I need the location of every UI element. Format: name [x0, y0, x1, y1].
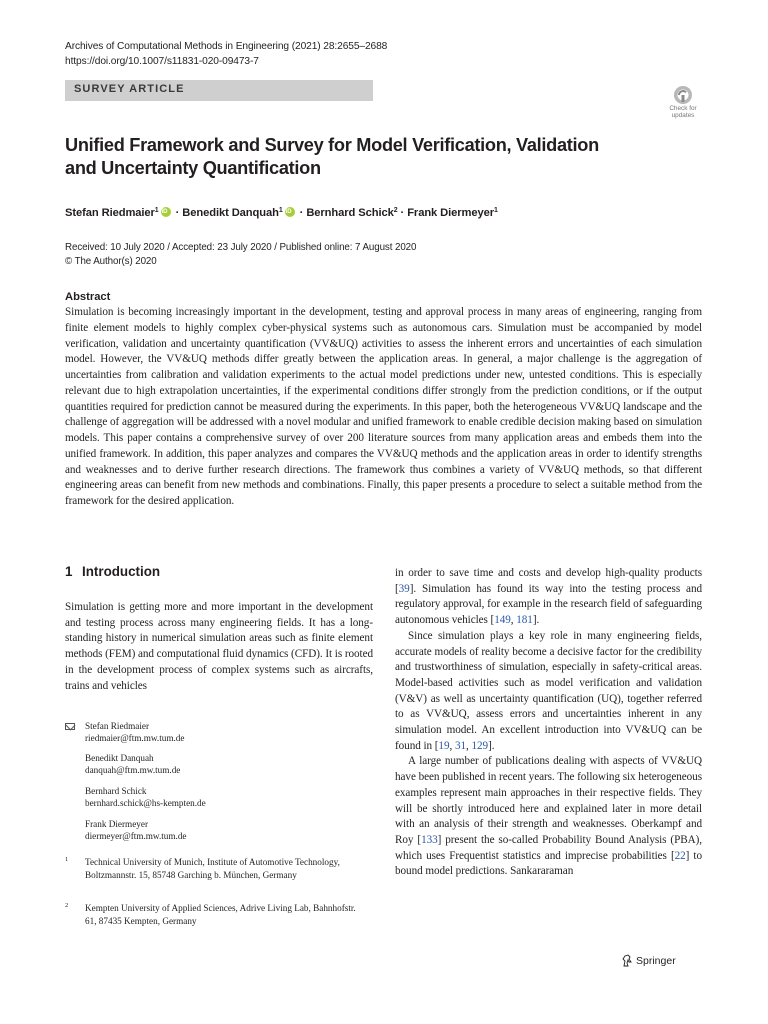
- contact-entry: [85, 720, 184, 745]
- contact-entry: [85, 752, 180, 777]
- author-affiliation-mark: 2: [393, 207, 398, 214]
- author-name[interactable]: Stefan Riedmaier: [65, 207, 155, 219]
- citation-link[interactable]: 22: [674, 849, 686, 862]
- contact-entry: [85, 818, 187, 843]
- contact-entry: [85, 785, 206, 810]
- right-column: [395, 566, 702, 880]
- section-number: 1: [65, 564, 73, 579]
- affiliation-text: Kempten University of Applied Sciences, Adrive Living Lab, Bahnhofstr. 61, 87435 Kempten, Germany: [85, 903, 356, 926]
- citation-link[interactable]: 19: [438, 739, 450, 752]
- citation-link[interactable]: 149: [494, 614, 511, 627]
- section-title: Introduction: [82, 564, 161, 579]
- abstract-text: Simulation is becoming increasingly important in the development, testing and approval process in many areas of engineering, ranging from finite element models to highly complex cyber-physical systems such as autonomous cars. Simulation must be accompanied by model verification, validation and uncertainty quantification (VV&UQ) activities to assess the inherent errors and uncertainties of each simulation model. However, the VV&UQ methods differ greatly between the application areas. In general, a major challenge is the aggregation of uncertainties from calibration and validation experiments to the actual model predictions under new, untested conditions. This is especially relevant due to high extrapolation uncertainties, if the experimental conditions differ strongly from the prediction conditions, or if the output quantities required for prediction cannot be measured during the experiments. In this paper, both the heterogeneous VV&UQ landscape and the challenge of aggregation will be addressed with a novel modular and unified framework to enable credible decision making based on simulation models. This paper contains a comprehensive survey of over 200 literature sources from many application areas and embeds them into the unified framework. In addition, this paper analyzes and compares the VV&UQ methods and the application areas in order to identify strengths and weaknesses and to derive further research directions. The framework thus combines a variety of VV&UQ methods, so that different engineering areas can benefit from new methods and combinations. Finally, this paper presents a procedure to select a suitable method from the framework for the desired application.: [65, 306, 702, 507]
- citation-link[interactable]: 31: [454, 739, 467, 752]
- article-type-label: SURVEY ARTICLE: [74, 83, 185, 95]
- journal-header: [65, 40, 387, 69]
- date-history: Received: 10 July 2020 / Accepted: 23 July 2020 / Published online: 7 August 2020: [65, 242, 417, 253]
- contact-name: Bernhard Schick: [85, 786, 147, 796]
- author-affiliation-mark: 1: [154, 207, 159, 214]
- affiliation-entry: [65, 856, 365, 881]
- affiliation-text: Technical University of Munich, Institute of Automotive Technology, Boltzmannstr. 15, 85748 Garching b. München, Germany: [85, 857, 340, 880]
- contact-email[interactable]: diermeyer@ftm.mw.tum.de: [85, 831, 187, 842]
- abstract-heading: Abstract: [65, 291, 111, 303]
- title-line-1: Unified Framework and Survey for Model Verification, Validation: [65, 135, 599, 155]
- affiliation-entry: [65, 902, 365, 927]
- publisher-footer: [622, 954, 676, 967]
- check-updates-line2: updates: [671, 112, 695, 119]
- article-type-bar: [65, 80, 373, 101]
- check-updates-line1: Check for: [669, 105, 697, 112]
- publication-dates: [65, 241, 416, 268]
- contact-email[interactable]: danquah@ftm.mw.tum.de: [85, 765, 181, 776]
- author-name[interactable]: Bernhard Schick: [306, 207, 394, 219]
- author-affiliation-mark: 1: [278, 207, 283, 214]
- check-updates-icon: [662, 85, 704, 107]
- envelope-icon: [65, 723, 75, 730]
- publisher-name: Springer: [636, 954, 676, 967]
- check-for-updates-badge[interactable]: [662, 85, 704, 123]
- contact-email[interactable]: riedmaier@ftm.mw.tum.de: [85, 733, 185, 744]
- contact-name: Benedikt Danquah: [85, 753, 154, 763]
- author-name[interactable]: Benedikt Danquah: [182, 207, 279, 219]
- citation-link[interactable]: 133: [421, 833, 438, 846]
- intro-paragraph-continued: in order to save time and costs and develop high-quality products [39]. Simulation has found its way into the testing process and regulatory approval, for example in the research field of safeguarding autonomous vehicles [149, 181].: [395, 567, 702, 627]
- journal-citation: Archives of Computational Methods in Engineering (2021) 28:2655–2688: [65, 41, 388, 52]
- contact-email[interactable]: bernhard.schick@hs-kempten.de: [85, 798, 206, 809]
- contact-name: Stefan Riedmaier: [85, 721, 150, 731]
- citation-link[interactable]: 39: [398, 582, 410, 595]
- paper-title: [65, 134, 685, 180]
- author-affiliation-mark: 1: [494, 207, 498, 214]
- left-column: [65, 600, 373, 694]
- affiliation-number: 2: [65, 902, 69, 909]
- orcid-icon[interactable]: [285, 207, 295, 217]
- section-heading-introduction: [65, 564, 160, 579]
- contact-name: Frank Diermeyer: [85, 819, 149, 829]
- intro-paragraph-1: Simulation is getting more and more important in the development and testing process across many engineering fields. It has a long-standing history in numerical simulation areas such as finite element methods (FEM) and computational fluid dynamics (CFD). It is rooted in the development process of complex systems such as aircrafts, trains and vehicles: [65, 601, 373, 692]
- springer-horse-icon: [622, 954, 632, 967]
- copyright-line: © The Author(s) 2020: [65, 255, 157, 267]
- title-line-2: and Uncertainty Quantification: [65, 158, 321, 178]
- author-name[interactable]: Frank Diermeyer: [407, 207, 495, 219]
- citation-link[interactable]: 181: [516, 614, 533, 627]
- affiliation-number: 1: [65, 856, 69, 863]
- author-list: Stefan Riedmaier$^1$iD · Benedikt Danquah$^1$iD · Bernhard Schick$^2$ · Frank Diermeyer$^1$: [65, 203, 498, 221]
- citation-link[interactable]: 129: [471, 739, 489, 752]
- intro-paragraph-2: Since simulation plays a key role in many engineering fields, accurate models of reality become a decisive factor for the credibility and trustworthiness of simulation, especially in safety-critical areas. Model-based activities such as model verification and validation (V&V) as well as uncertainty quantification (UQ), together referred to as VV&UQ, assess errors and uncertainties inherent in any simulation model. An excellent introduction into VV&UQ can be found in [19, 31, 129].: [395, 629, 702, 752]
- doi-link[interactable]: https://doi.org/10.1007/s11831-020-09473-7: [65, 55, 259, 67]
- orcid-icon[interactable]: [161, 207, 171, 217]
- intro-paragraph-3: A large number of publications dealing with aspects of VV&UQ have been published in recent years. The following six heterogeneous examples represent main approaches in their respective fields. They will be shortly introduced here and explained later in more detail with an analysis of their strength and weaknesses. Oberkampf and Roy [133] present the so-called Probability Bound Analysis (PBA), which uses Frequentist statistics and imprecise probabilities [22] to bound model predictions. Sankararaman: [395, 755, 703, 878]
